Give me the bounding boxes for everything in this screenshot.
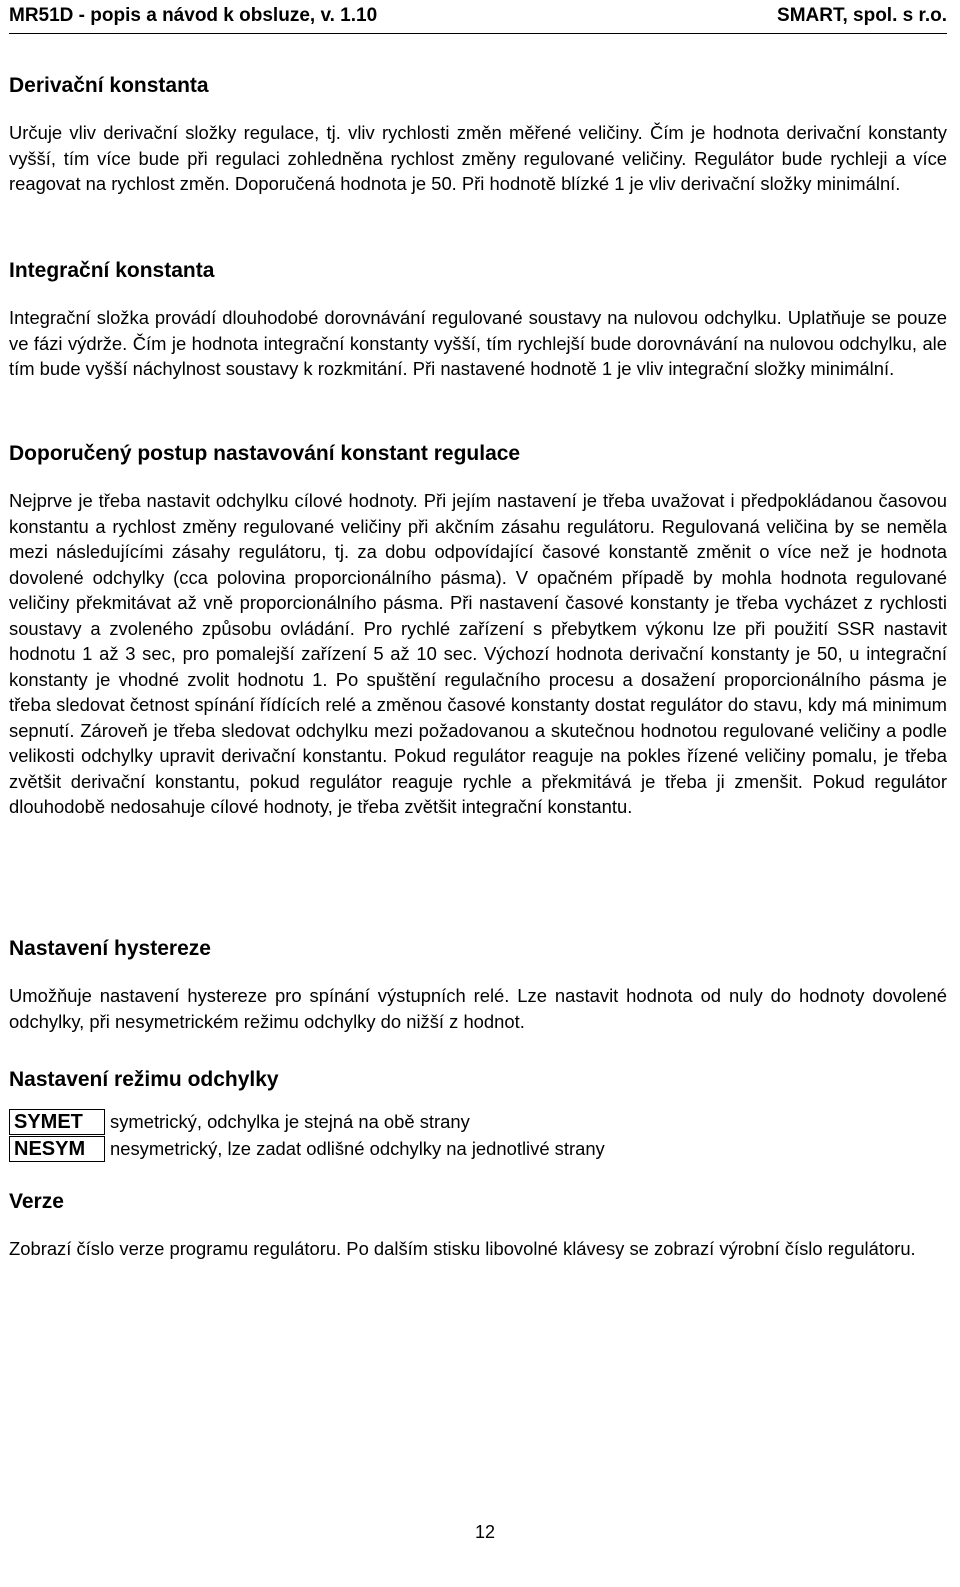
heading-recommended-procedure: Doporučený postup nastavování konstant regulace <box>9 442 521 465</box>
heading-hysteresis-setting: Nastavení hystereze <box>9 937 211 960</box>
paragraph-recommended-procedure: Nejprve je třeba nastavit odchylku cílové hodnoty. Při jejím nastavení je třeba uvažovat i předpokládanou časovou konstantu a rychlost změny regulované veličiny při akčním zásahu regulátoru. Regulovaná veličina by se neměla mezi následujícími zásahy regulátoru, tj. za dobu odpovídající časové konstantě změnit o více než je hodnota dovolené odchylky (cca polovina proporcionálního pásma). V opačném případě by mohla hodnota regulované veličiny překmitávat až vně proporcionálního pásma. Při nastavení časové konstanty je třeba vycházet z rychlosti soustavy a zvoleného způsobu ovládání. Pro rychlé zařízení s přebytkem výkonu lze při použití SSR nastavit hodnotu 1 až 3 sec, pro pomalejší zařízení 5 až 10 sec. Výchozí hodnota derivační konstanty je 50, u integrační konstanty je vhodné zvolit hodnotu 1. Po spuštění regulačního procesu a dosažení proporcionálního pásma je třeba sledovat četnost spínání řídících relé a změnou časové konstanty dostat regulátor do stavu, kdy má minimum sepnutí. Zároveň je třeba sledovat odchylku mezi požadovanou a skutečnou hodnotou regulované veličiny a podle velikosti odchylky upravit derivační konstantu. Pokud regulátor reaguje na pokles řízené veličiny pomalu, je třeba zvětšit derivační konstantu, pokud regulátor reaguje rychle a překmitává je třeba ji zmenšit. Pokud regulátor dlouhodobě nedosahuje cílové hodnoty, je třeba zvětšit integrační konstantu. <box>9 490 947 817</box>
heading-version: Verze <box>9 1190 64 1213</box>
mode-code-symet: SYMET <box>9 1109 105 1135</box>
heading-integral-constant: Integrační konstanta <box>9 259 215 282</box>
paragraph-version: Zobrazí číslo verze programu regulátoru. Po dalším stisku libovolné klávesy se zobrazí výrobní číslo regulátoru. <box>9 1238 916 1259</box>
paragraph-hysteresis-setting: Umožňuje nastavení hystereze pro spínání výstupních relé. Lze nastavit hodnota od nuly do hodnoty dovolené odchylky, při nesymetrickém režimu odchylky do nižší z hodnot. <box>9 985 947 1032</box>
mode-description-nesym: nesymetrický, lze zadat odlišné odchylky na jednotlivé strany <box>110 1138 605 1159</box>
page-number: 12 <box>475 1522 496 1542</box>
paragraph-derivative-constant: Určuje vliv derivační složky regulace, tj. vliv rychlosti změn měřené veličiny. Čím je hodnota derivační konstanty vyšší, tím více bude při regulaci zohledněna rychlost změny regulované veličiny. Regulátor bude rychleji a více reagovat na rychlost změn. Doporučená hodnota je 50. Při hodnotě blízké 1 je vliv derivační složky minimální. <box>9 122 947 194</box>
page-header <box>9 3 947 34</box>
heading-deviation-mode: Nastavení režimu odchylky <box>9 1068 279 1091</box>
heading-derivative-constant: Derivační konstanta <box>9 74 209 97</box>
mode-code-nesym: NESYM <box>9 1136 105 1162</box>
paragraph-integral-constant: Integrační složka provádí dlouhodobé dorovnávání regulované soustavy na nulovou odchylku. Uplatňuje se pouze ve fázi výdrže. Čím je hodnota integrační konstanty vyšší, tím rychlejší bude dorovnávání na nulovou odchylku, ale tím bude vyšší náchylnost soustavy k rozkmitání. Při nastavené hodnotě 1 je vliv integrační složky minimální. <box>9 307 947 379</box>
header-document-title: MR51D - popis a návod k obsluze, v. 1.10 <box>9 5 378 26</box>
mode-description-symet: symetrický, odchylka je stejná na obě strany <box>110 1111 470 1132</box>
header-company: SMART, spol. s r.o. <box>777 5 947 26</box>
